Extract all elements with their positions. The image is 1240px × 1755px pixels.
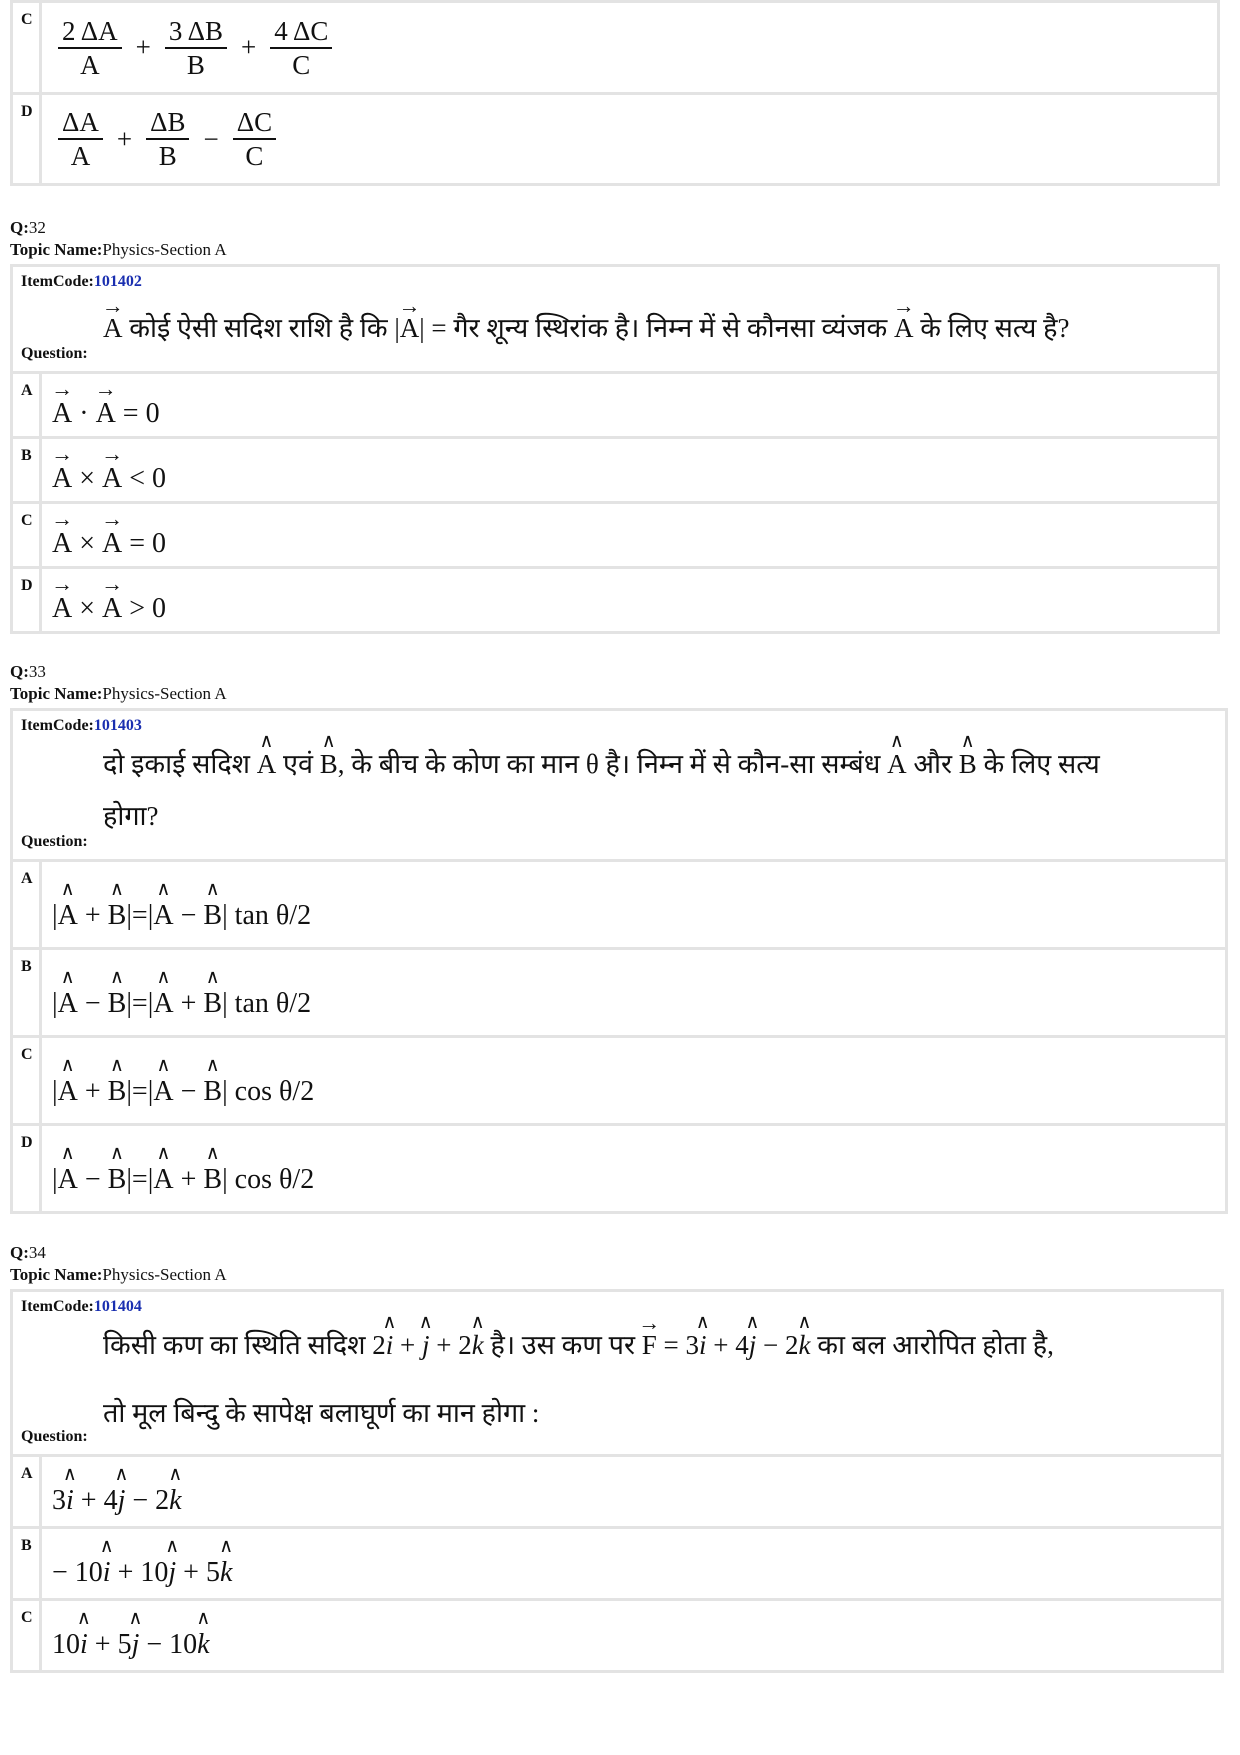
question-text: किसी कण का स्थिति सदिश 2∧ i + ∧ j + 2∧ k है। उस कण पर → F = 3∧ i + 4∧ j − 2∧ k का बल आरोपित होता है, तो मूल बिन्दु के सापेक्ष बलाघूर्ण का मान होगा : — [103, 1314, 1213, 1444]
q32-table — [10, 264, 1220, 634]
question-number: 34 — [28, 1243, 46, 1262]
option-label: C — [21, 512, 33, 529]
option-label: A — [21, 1465, 33, 1482]
q32-option-d — [13, 569, 1217, 631]
q33-option-a — [13, 862, 1225, 947]
question-number: 32 — [28, 218, 46, 237]
item-code: ItemCode:101402 — [21, 273, 142, 290]
option-label: C — [21, 1046, 33, 1063]
option-label: B — [21, 958, 32, 975]
option-expression: $\frac{\Delta A}{A}$ + $\frac{\Delta B}{B}$ − $\frac{\Delta C}{C}$ — [39, 95, 1217, 183]
q33-option-b — [13, 950, 1225, 1035]
option-expression: 10 ∧ i + 5 ∧ j − 10 ∧ k — [39, 1601, 1221, 1670]
q32-option-a — [13, 374, 1217, 436]
topic-name: Physics-Section A — [102, 1265, 227, 1284]
option-label: B — [21, 1537, 32, 1554]
q32-option-c — [13, 504, 1217, 566]
topic-name: Physics-Section A — [102, 240, 227, 259]
option-expression: | ∧ A + ∧ B |=| ∧ A − ∧ B | tan θ/2 — [39, 862, 1225, 947]
question-text: दो इकाई सदिश ∧ A एवं ∧ B, के बीच के कोण का मान θ है। निम्न में से कौन-सा सम्बंध ∧ A और ∧ B के लिए सत्य होगा? — [103, 733, 1213, 847]
question-number: 33 — [28, 662, 46, 681]
q33-option-d — [13, 1126, 1225, 1211]
q33-question-row — [13, 711, 1225, 859]
option-expression: − 10 ∧ i + 10 ∧ j + 5 ∧ k — [39, 1529, 1221, 1598]
q32-question-row — [13, 267, 1217, 371]
option-expression: → A × → A < 0 — [39, 439, 1217, 501]
q32-header: Q:32 Topic Name:Physics-Section A — [10, 218, 227, 259]
option-expression: → A · → A = 0 — [39, 374, 1217, 436]
option-expression: 3 ∧ i + 4 ∧ j − 2 ∧ k — [39, 1457, 1221, 1526]
q34-option-a — [13, 1457, 1221, 1526]
option-label: C — [21, 1609, 33, 1626]
option-label: C — [21, 11, 33, 28]
option-label: D — [21, 1134, 33, 1151]
item-code: ItemCode:101404 — [21, 1298, 142, 1315]
q34-option-b — [13, 1529, 1221, 1598]
option-expression: | ∧ A + ∧ B |=| ∧ A − ∧ B | cos θ/2 — [39, 1038, 1225, 1123]
question-text: → A कोई ऐसी सदिश राशि है कि |→ A| = गैर शून्य स्थिरांक है। निम्न में से कौनसा व्यंजक → A के लिए सत्य है? — [103, 297, 1070, 359]
q33-table — [10, 708, 1228, 1214]
option-label: D — [21, 577, 33, 594]
option-label: A — [21, 870, 33, 887]
q31-option-c — [13, 3, 1217, 92]
q31-option-d — [13, 95, 1217, 183]
option-expression: | ∧ A − ∧ B |=| ∧ A + ∧ B | tan θ/2 — [39, 950, 1225, 1035]
q31-options-table — [10, 0, 1220, 186]
q34-option-c — [13, 1601, 1221, 1670]
question-label: Question: — [21, 833, 88, 850]
q34-header: Q:34 Topic Name:Physics-Section A — [10, 1243, 227, 1284]
option-label: B — [21, 447, 32, 464]
option-label: A — [21, 382, 33, 399]
option-label: D — [21, 103, 33, 120]
option-expression: → A × → A = 0 — [39, 504, 1217, 566]
topic-name: Physics-Section A — [102, 684, 227, 703]
option-expression: $\frac{2 \Delta A}{A}$ + $\frac{3 \Delta B}{B}$ + $\frac{4 \Delta C}{C}$ — [39, 3, 1217, 92]
option-expression: | ∧ A − ∧ B |=| ∧ A + ∧ B | cos θ/2 — [39, 1126, 1225, 1211]
q33-option-c — [13, 1038, 1225, 1123]
question-label: Question: — [21, 1428, 88, 1445]
q33-header: Q:33 Topic Name:Physics-Section A — [10, 662, 227, 703]
question-label: Question: — [21, 345, 88, 362]
q34-table — [10, 1289, 1224, 1673]
q34-question-row — [13, 1292, 1221, 1454]
q32-option-b — [13, 439, 1217, 501]
item-code: ItemCode:101403 — [21, 717, 142, 734]
option-expression: → A × → A > 0 — [39, 569, 1217, 631]
